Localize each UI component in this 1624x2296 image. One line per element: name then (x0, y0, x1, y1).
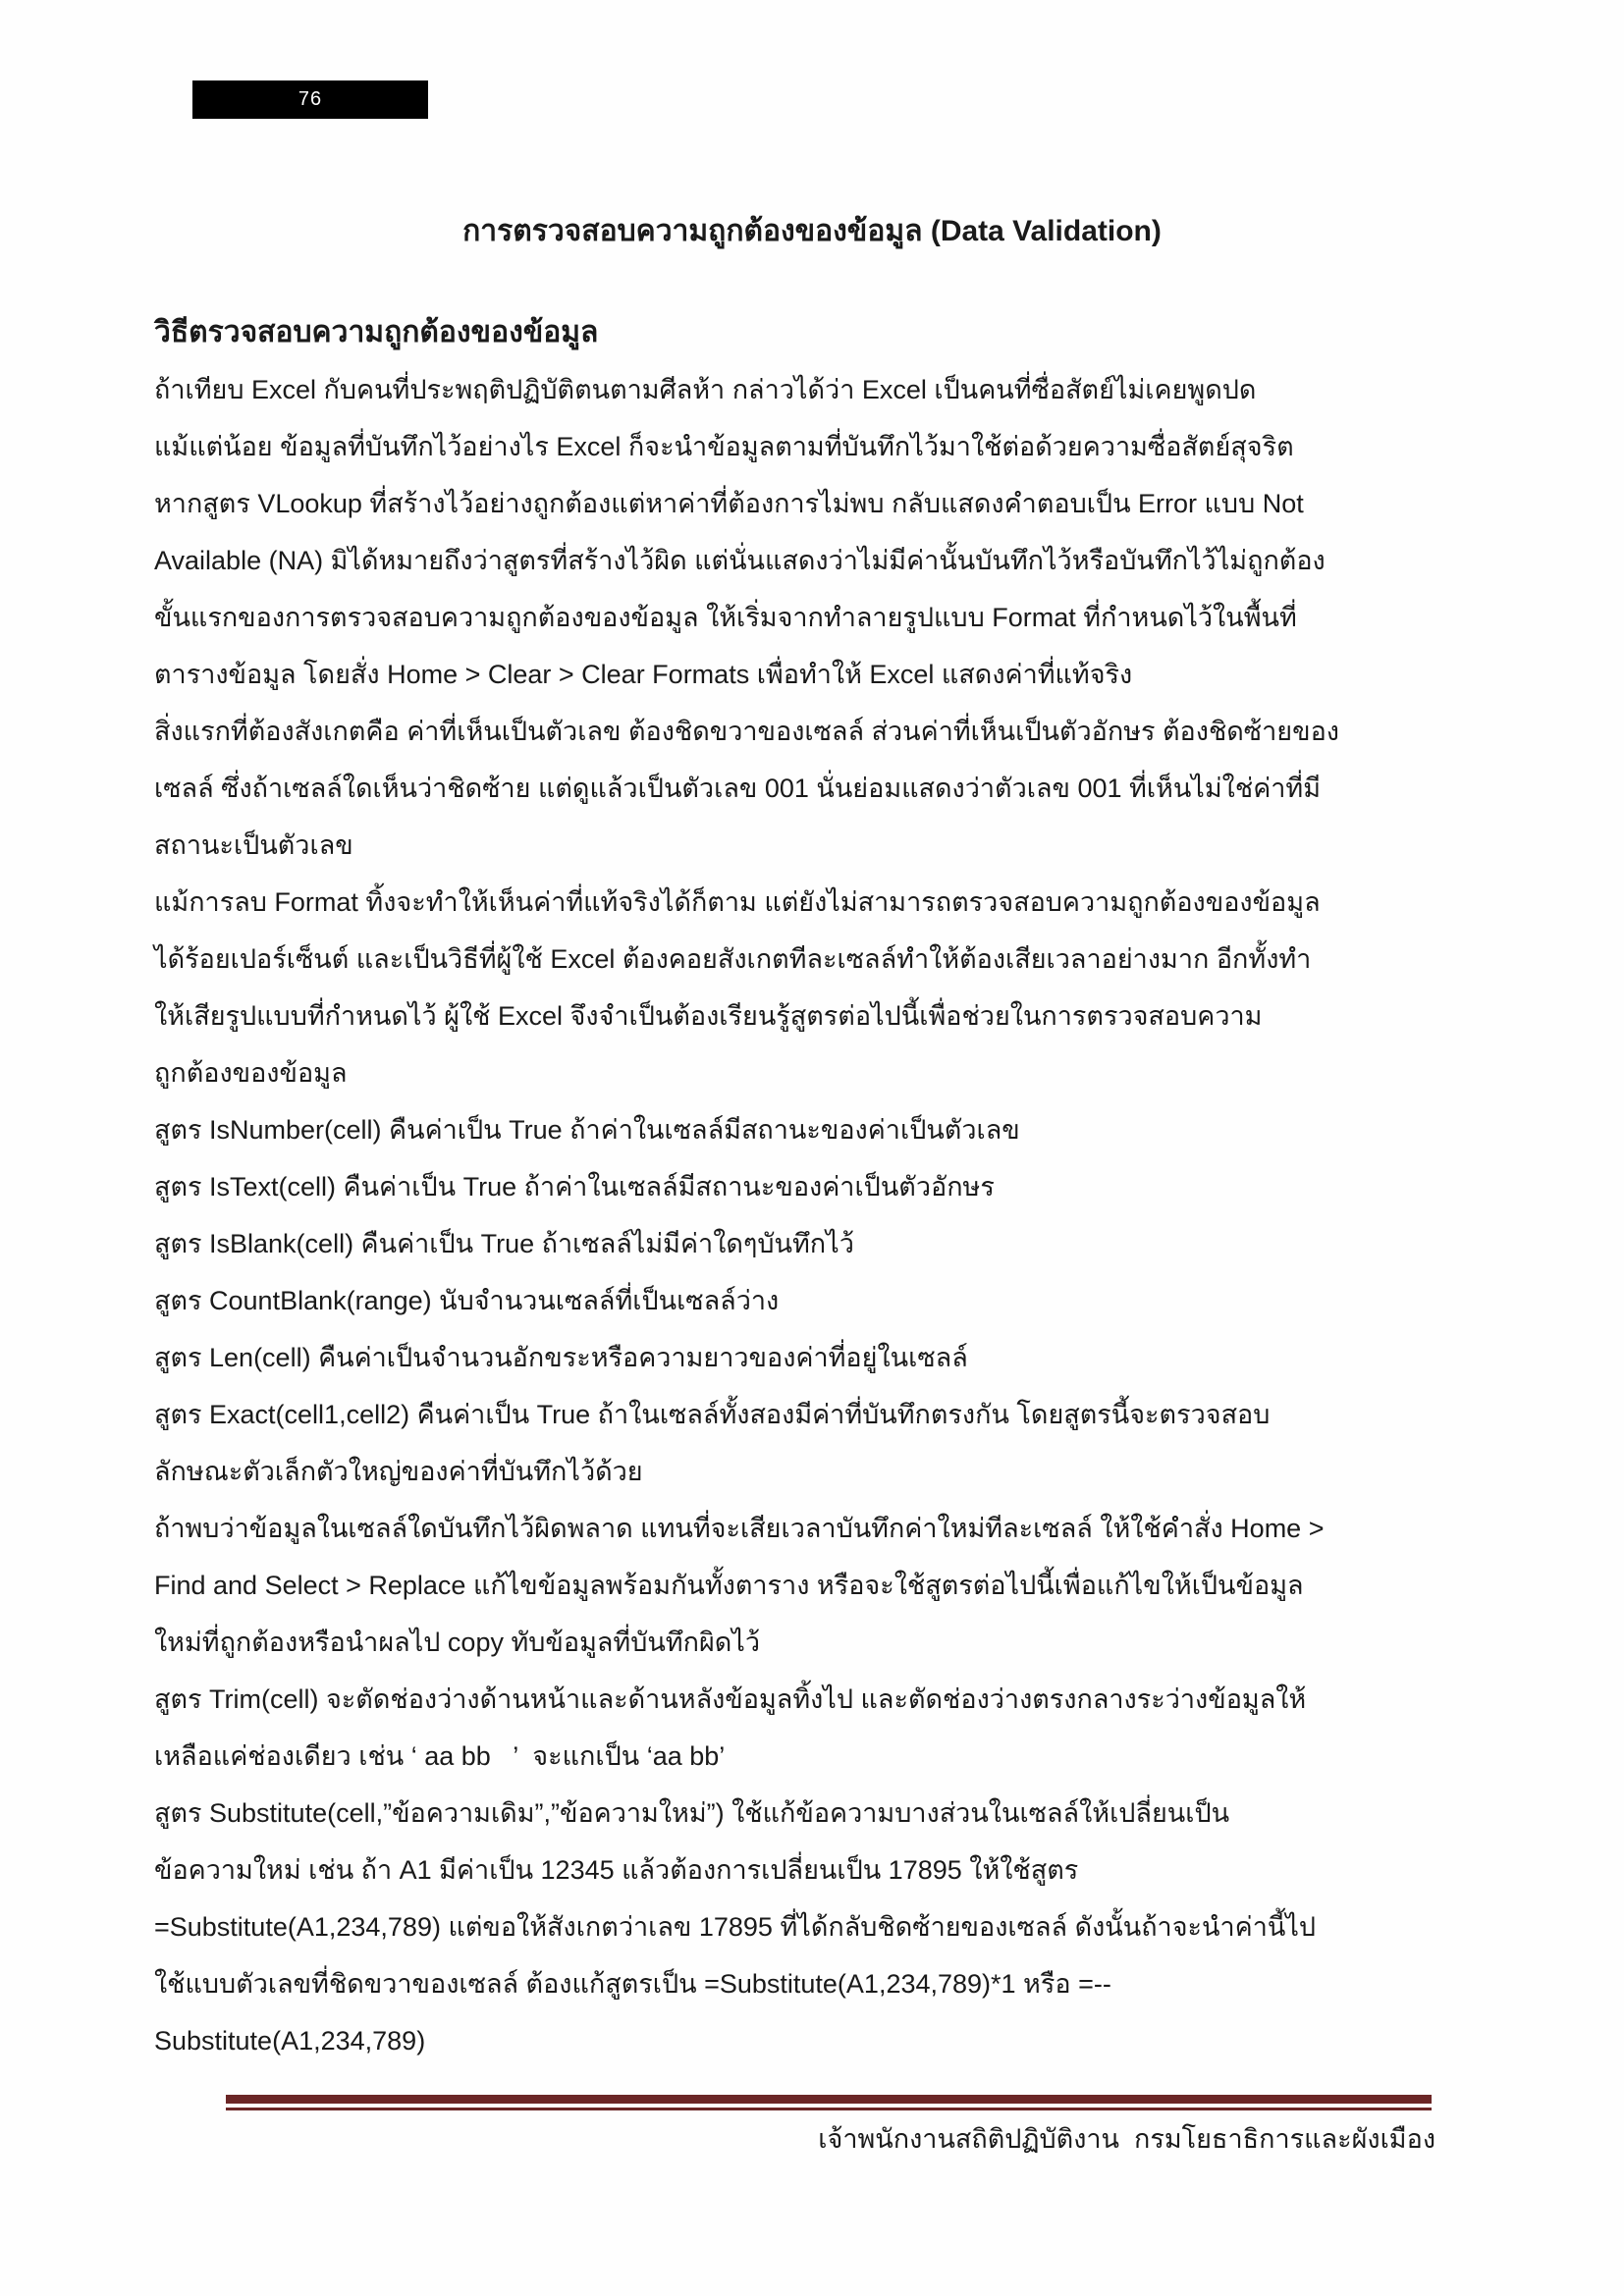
footer-rule-thin (226, 2108, 1432, 2110)
body-line: Find and Select > Replace แก้ไขข้อมูลพร้อมกันทั้งตาราง หรือจะใช้สูตรต่อไปนี้เพื่อแก้ไขให้เป็นข้อมูล (154, 1571, 1304, 1600)
footer-credit: เจ้าพนักงานสถิติปฏิบัติงาน กรมโยธาธิการและผังเมือง (818, 2124, 1435, 2154)
body-line: Available (NA) มิได้หมายถึงว่าสูตรที่สร้างไว้ผิด แต่นั่นแสดงว่าไม่มีค่านั้นบันทึกไว้หรือบันทึกไว้ไม่ถูกต้อง (154, 546, 1326, 575)
body-line: =Substitute(A1,234,789) แต่ขอให้สังเกตว่าเลข 17895 ที่ได้กลับชิดซ้ายของเซลล์ ดังนั้นถ้าจะนำค่านี้ไป (154, 1912, 1317, 1942)
body-line: สูตร CountBlank(range) นับจำนวนเซลล์ที่เป็นเซลล์ว่าง (154, 1286, 780, 1315)
body-line: Substitute(A1,234,789) (154, 2026, 426, 2056)
body-line: ใหม่ที่ถูกต้องหรือนำผลไป copy ทับข้อมูลที่บันทึกผิดไว้ (154, 1628, 761, 1657)
body-line: ถูกต้องของข้อมูล (154, 1058, 348, 1088)
body-line: แม้แต่น้อย ข้อมูลที่บันทึกไว้อย่างไร Excel ก็จะนำข้อมูลตามที่บันทึกไว้มาใช้ต่อด้วยความซื่อสัตย์สุจริต (154, 432, 1294, 461)
body-line: หากสูตร VLookup ที่สร้างไว้อย่างถูกต้องแต่หาค่าที่ต้องการไม่พบ กลับแสดงคำตอบเป็น Error แบบ Not (154, 489, 1304, 518)
body-line: ให้เสียรูปแบบที่กำหนดไว้ ผู้ใช้ Excel จึงจำเป็นต้องเรียนรู้สูตรต่อไปนี้เพื่อช่วยในการตรวจสอบความ (154, 1001, 1263, 1031)
body-line: สถานะเป็นตัวเลข (154, 830, 353, 860)
page-number: 76 (298, 88, 323, 110)
body-line: ถ้าพบว่าข้อมูลในเซลล์ใดบันทึกไว้ผิดพลาด แทนที่จะเสียเวลาบันทึกค่าใหม่ทีละเซลล์ ให้ใช้คำสั่ง Home > (154, 1514, 1325, 1543)
document-title: การตรวจสอบความถูกต้องของข้อมูล (Data Validation) (462, 215, 1162, 247)
body-line: ใช้แบบตัวเลขที่ชิดขวาของเซลล์ ต้องแก้สูตรเป็น =Substitute(A1,234,789)*1 หรือ =-- (154, 1969, 1111, 1999)
footer-rule-thick (226, 2095, 1432, 2104)
body-line: สูตร IsNumber(cell) คืนค่าเป็น True ถ้าค่าในเซลล์มีสถานะของค่าเป็นตัวเลข (154, 1115, 1020, 1145)
body-line: สูตร Len(cell) คืนค่าเป็นจำนวนอักขระหรือความยาวของค่าที่อยู่ในเซลล์ (154, 1343, 968, 1372)
body-line: สิ่งแรกที่ต้องสังเกตคือ ค่าที่เห็นเป็นตัวเลข ต้องชิดขวาของเซลล์ ส่วนค่าที่เห็นเป็นตัวอักษร ต้องชิดซ้ายของ (154, 717, 1339, 746)
body-line: ตารางข้อมูล โดยสั่ง Home > Clear > Clear Formats เพื่อทำให้ Excel แสดงค่าที่แท้จริง (154, 660, 1133, 689)
body-line: ลักษณะตัวเล็กตัวใหญ่ของค่าที่บันทึกไว้ด้วย (154, 1457, 643, 1486)
body-line: ขั้นแรกของการตรวจสอบความถูกต้องของข้อมูล ให้เริ่มจากทำลายรูปแบบ Format ที่กำหนดไว้ในพื้นที่ (154, 603, 1297, 632)
body-line: สูตร Substitute(cell,”ข้อความเดิม”,”ข้อความใหม่”) ใช้แก้ข้อความบางส่วนในเซลล์ให้เปลี่ยนเป็น (154, 1798, 1230, 1828)
body-line: ได้ร้อยเปอร์เซ็นต์ และเป็นวิธีที่ผู้ใช้ Excel ต้องคอยสังเกตทีละเซลล์ทำให้ต้องเสียเวลาอย่างมาก อีกทั้งทำ (154, 944, 1312, 974)
body-line: สูตร IsText(cell) คืนค่าเป็น True ถ้าค่าในเซลล์มีสถานะของค่าเป็นตัวอักษร (154, 1172, 995, 1201)
body-line: เซลล์ ซึ่งถ้าเซลล์ใดเห็นว่าชิดซ้าย แต่ดูแล้วเป็นตัวเลข 001 นั่นย่อมแสดงว่าตัวเลข 001 ที่เห็นไม่ใช่ค่าที่มี (154, 774, 1322, 803)
page-number-box (192, 80, 428, 119)
body-line: เหลือแค่ช่องเดียว เช่น ‘ aa bb ’ จะแกเป็น ‘aa bb’ (154, 1741, 726, 1771)
body-line: แม้การลบ Format ทิ้งจะทำให้เห็นค่าที่แท้จริงได้ก็ตาม แต่ยังไม่สามารถตรวจสอบความถูกต้องของข้อมูล (154, 887, 1321, 917)
section-heading: วิธีตรวจสอบความถูกต้องของข้อมูล (154, 316, 599, 348)
body-line: สูตร Exact(cell1,cell2) คืนค่าเป็น True ถ้าในเซลล์ทั้งสองมีค่าที่บันทึกตรงกัน โดยสูตรนี้จะตรวจสอบ (154, 1400, 1271, 1429)
body-line: สูตร IsBlank(cell) คืนค่าเป็น True ถ้าเซลล์ไม่มีค่าใดๆบันทึกไว้ (154, 1229, 854, 1258)
body-line: สูตร Trim(cell) จะตัดช่องว่างด้านหน้าและด้านหลังข้อมูลทิ้งไป และตัดช่องว่างตรงกลางระว่างข้อมูลให้ (154, 1684, 1307, 1714)
body-line: ถ้าเทียบ Excel กับคนที่ประพฤติปฏิบัติตนตามศีลห้า กล่าวได้ว่า Excel เป็นคนที่ซื่อสัตย์ไม่เคยพูดปด (154, 375, 1257, 404)
body-text (154, 361, 1478, 2069)
body-line: ข้อความใหม่ เช่น ถ้า A1 มีค่าเป็น 12345 แล้วต้องการเปลี่ยนเป็น 17895 ให้ใช้สูตร (154, 1855, 1079, 1885)
